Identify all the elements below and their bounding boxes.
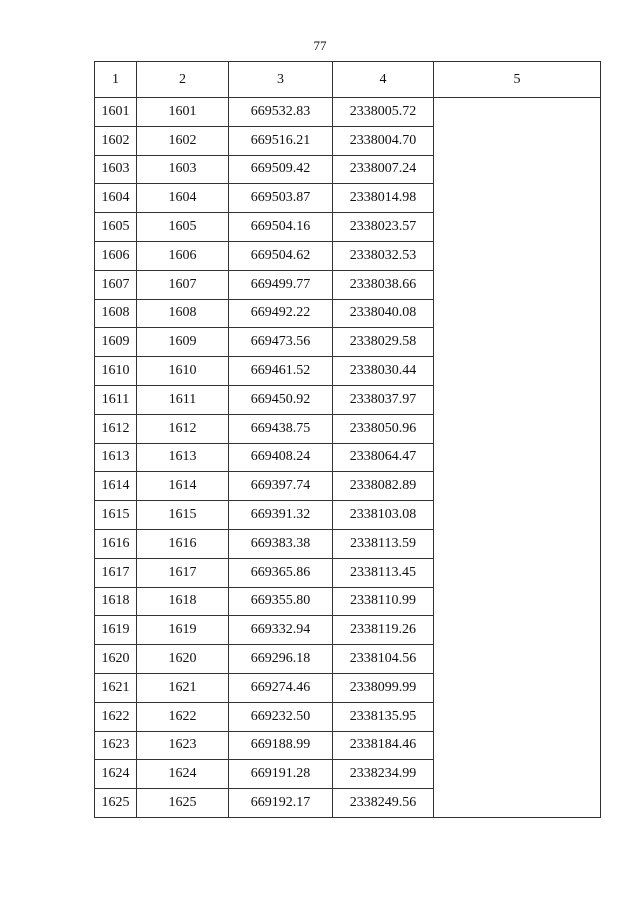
table-cell-col-1: 1609 [95, 328, 137, 357]
table-cell-col-4: 2338113.59 [333, 529, 434, 558]
table-cell-col-3: 669438.75 [229, 414, 333, 443]
table-cell-col-3: 669397.74 [229, 472, 333, 501]
table-cell-col-1: 1615 [95, 501, 137, 530]
table-cell-col-3: 669296.18 [229, 645, 333, 674]
table-cell-col-4: 2338032.53 [333, 241, 434, 270]
table-cell-col-2: 1610 [137, 357, 229, 386]
table-cell-col-4: 2338099.99 [333, 673, 434, 702]
table-cell-col-4: 2338249.56 [333, 789, 434, 818]
table-cell-col-4: 2338184.46 [333, 731, 434, 760]
table-cell-col-1: 1617 [95, 558, 137, 587]
table-cell-col-4: 2338050.96 [333, 414, 434, 443]
header-col-1: 1 [95, 62, 137, 98]
table-cell-col-3: 669504.16 [229, 213, 333, 242]
header-col-3: 3 [229, 62, 333, 98]
table-header [95, 62, 601, 98]
table-cell-col-1: 1623 [95, 731, 137, 760]
table-cell-col-3: 669504.62 [229, 241, 333, 270]
table-cell-col-1: 1601 [95, 98, 137, 127]
table-cell-col-1: 1606 [95, 241, 137, 270]
table-cell-col-1: 1604 [95, 184, 137, 213]
table-cell-col-1: 1602 [95, 126, 137, 155]
table-cell-col-2: 1616 [137, 529, 229, 558]
table-cell-col-4: 2338135.95 [333, 702, 434, 731]
table-cell-col-3: 669408.24 [229, 443, 333, 472]
table-cell-col-5 [434, 98, 601, 818]
table-cell-col-1: 1605 [95, 213, 137, 242]
table-cell-col-4: 2338113.45 [333, 558, 434, 587]
table-cell-col-4: 2338234.99 [333, 760, 434, 789]
table-cell-col-3: 669492.22 [229, 299, 333, 328]
page-number: 77 [313, 38, 327, 53]
table-cell-col-1: 1620 [95, 645, 137, 674]
table-cell-col-1: 1619 [95, 616, 137, 645]
table-cell-col-3: 669503.87 [229, 184, 333, 213]
table-cell-col-3: 669332.94 [229, 616, 333, 645]
table-cell-col-4: 2338007.24 [333, 155, 434, 184]
table-cell-col-3: 669516.21 [229, 126, 333, 155]
table-cell-col-2: 1621 [137, 673, 229, 702]
table-cell-col-1: 1625 [95, 789, 137, 818]
table-cell-col-1: 1616 [95, 529, 137, 558]
table-cell-col-3: 669188.99 [229, 731, 333, 760]
table-cell-col-2: 1605 [137, 213, 229, 242]
table-cell-col-3: 669509.42 [229, 155, 333, 184]
table-cell-col-2: 1603 [137, 155, 229, 184]
table-cell-col-2: 1606 [137, 241, 229, 270]
table-cell-col-2: 1625 [137, 789, 229, 818]
table-cell-col-3: 669532.83 [229, 98, 333, 127]
table-cell-col-4: 2338104.56 [333, 645, 434, 674]
table-cell-col-2: 1619 [137, 616, 229, 645]
header-col-2: 2 [137, 62, 229, 98]
table-cell-col-2: 1623 [137, 731, 229, 760]
table-cell-col-2: 1601 [137, 98, 229, 127]
table-cell-col-1: 1613 [95, 443, 137, 472]
header-col-5: 5 [434, 62, 601, 98]
table-cell-col-2: 1604 [137, 184, 229, 213]
table-cell-col-2: 1622 [137, 702, 229, 731]
header-row [95, 62, 601, 98]
table-cell-col-2: 1611 [137, 385, 229, 414]
table-row [95, 98, 601, 127]
table-cell-col-1: 1610 [95, 357, 137, 386]
table-cell-col-1: 1603 [95, 155, 137, 184]
table-cell-col-3: 669499.77 [229, 270, 333, 299]
table-cell-col-2: 1620 [137, 645, 229, 674]
table-cell-col-2: 1608 [137, 299, 229, 328]
table-cell-col-3: 669473.56 [229, 328, 333, 357]
table-cell-col-1: 1608 [95, 299, 137, 328]
table-cell-col-3: 669192.17 [229, 789, 333, 818]
table-cell-col-3: 669365.86 [229, 558, 333, 587]
table-cell-col-4: 2338014.98 [333, 184, 434, 213]
table-cell-col-2: 1615 [137, 501, 229, 530]
table-cell-col-1: 1612 [95, 414, 137, 443]
table-cell-col-1: 1622 [95, 702, 137, 731]
table-cell-col-2: 1614 [137, 472, 229, 501]
table-cell-col-4: 2338029.58 [333, 328, 434, 357]
table-cell-col-2: 1609 [137, 328, 229, 357]
table-cell-col-3: 669383.38 [229, 529, 333, 558]
table-cell-col-3: 669274.46 [229, 673, 333, 702]
table-cell-col-4: 2338119.26 [333, 616, 434, 645]
table-cell-col-4: 2338040.08 [333, 299, 434, 328]
table-cell-col-4: 2338004.70 [333, 126, 434, 155]
table-cell-col-4: 2338038.66 [333, 270, 434, 299]
table-cell-col-4: 2338064.47 [333, 443, 434, 472]
table-cell-col-2: 1607 [137, 270, 229, 299]
table-cell-col-1: 1618 [95, 587, 137, 616]
table-cell-col-3: 669355.80 [229, 587, 333, 616]
table-cell-col-2: 1602 [137, 126, 229, 155]
table-cell-col-3: 669461.52 [229, 357, 333, 386]
table-cell-col-1: 1624 [95, 760, 137, 789]
table-cell-col-4: 2338030.44 [333, 357, 434, 386]
header-col-4: 4 [333, 62, 434, 98]
table-cell-col-3: 669191.28 [229, 760, 333, 789]
table-cell-col-4: 2338005.72 [333, 98, 434, 127]
table-cell-col-4: 2338110.99 [333, 587, 434, 616]
table-cell-col-2: 1618 [137, 587, 229, 616]
table-cell-col-2: 1613 [137, 443, 229, 472]
table-cell-col-2: 1624 [137, 760, 229, 789]
table-cell-col-4: 2338103.08 [333, 501, 434, 530]
table-cell-col-3: 669450.92 [229, 385, 333, 414]
table-cell-col-4: 2338082.89 [333, 472, 434, 501]
table-cell-col-1: 1614 [95, 472, 137, 501]
table-cell-col-4: 2338037.97 [333, 385, 434, 414]
coordinates-table [94, 61, 601, 818]
table-cell-col-1: 1611 [95, 385, 137, 414]
table-body [95, 98, 601, 818]
table-cell-col-4: 2338023.57 [333, 213, 434, 242]
table-cell-col-1: 1607 [95, 270, 137, 299]
table-cell-col-1: 1621 [95, 673, 137, 702]
table-cell-col-3: 669232.50 [229, 702, 333, 731]
table-cell-col-2: 1617 [137, 558, 229, 587]
table-cell-col-2: 1612 [137, 414, 229, 443]
table-cell-col-3: 669391.32 [229, 501, 333, 530]
